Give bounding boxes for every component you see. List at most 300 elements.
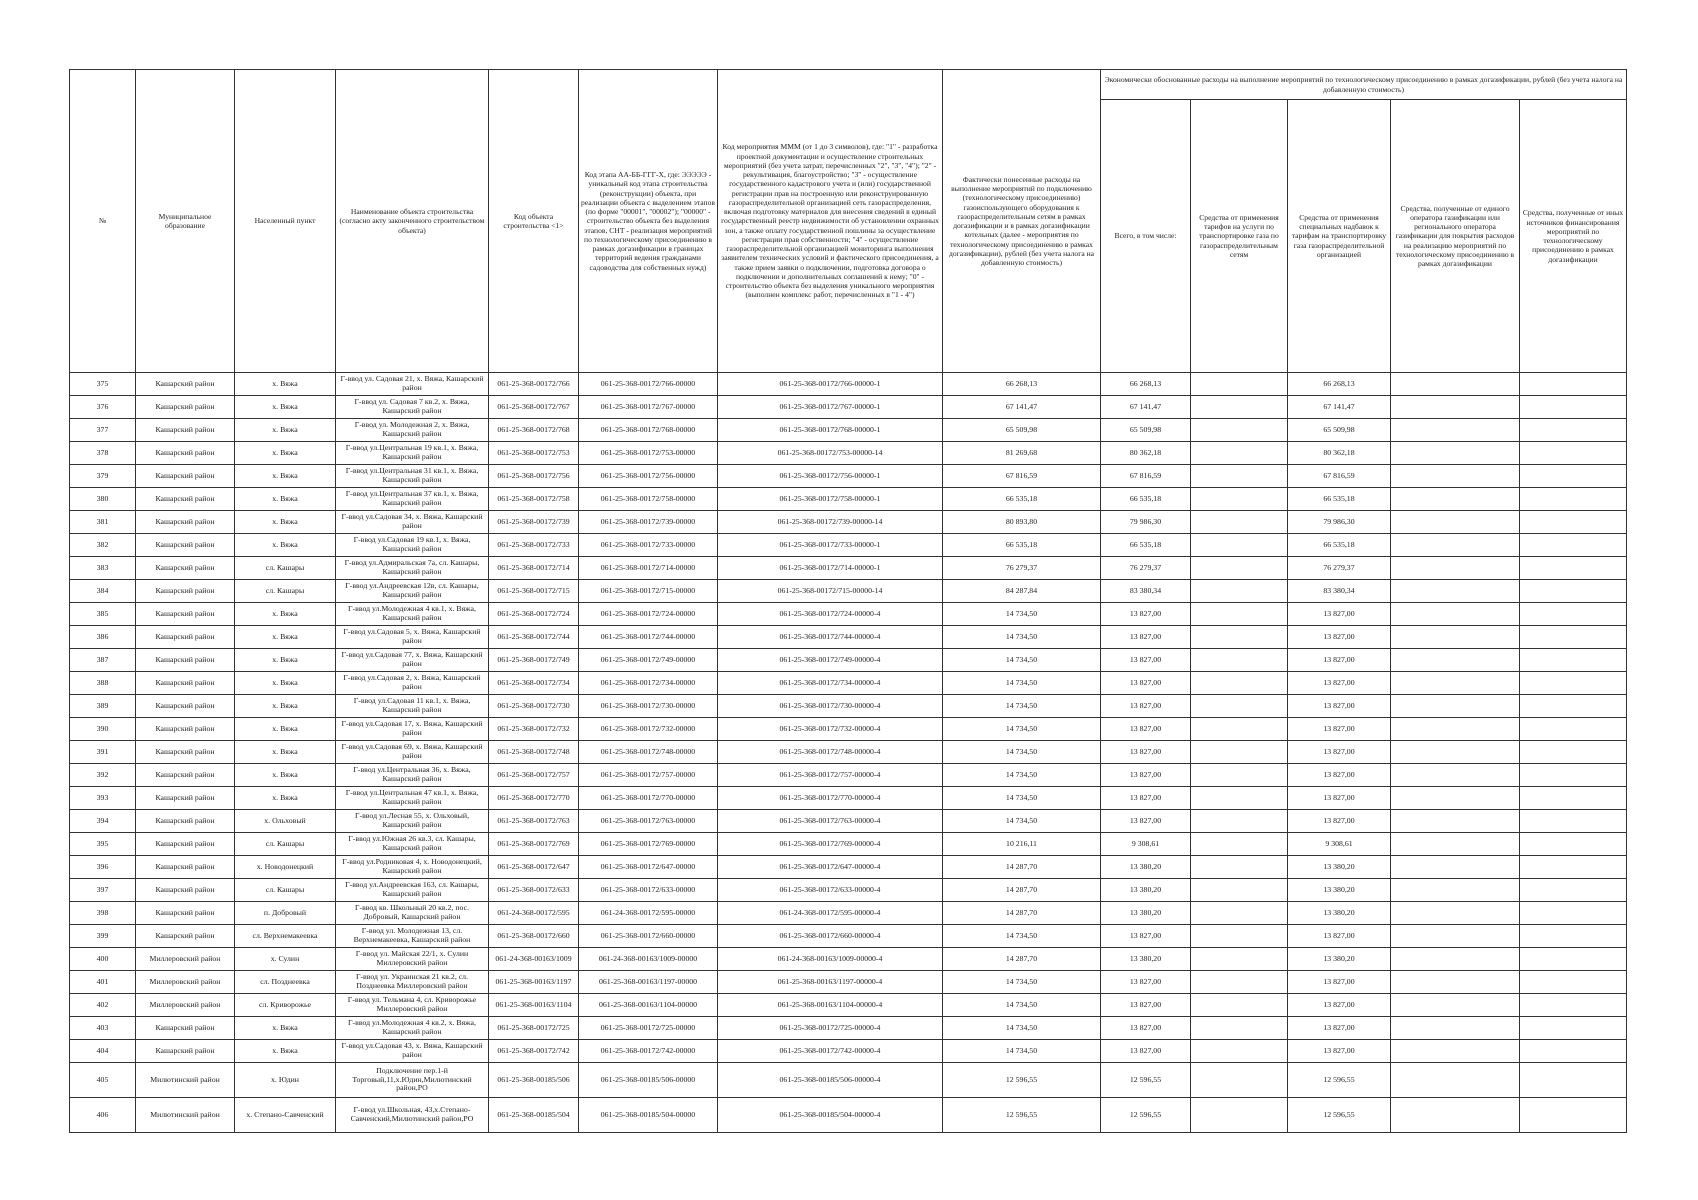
cell-total: 13 827,00 (1101, 787, 1191, 810)
cell-object-code: 061-25-368-00185/506 (489, 1063, 579, 1098)
cell-object-name: Г-ввод ул.Центральная 36, х. Вяжа, Кашарский район (336, 764, 489, 787)
cell-other-sources (1520, 764, 1627, 787)
cell-object-code: 061-25-368-00172/763 (489, 810, 579, 833)
cell-single-operator (1391, 672, 1520, 695)
cell-total: 13 827,00 (1101, 764, 1191, 787)
cell-other-sources (1520, 626, 1627, 649)
table-row (70, 1063, 1627, 1098)
cell-event-code: 061-25-368-00172/756-00000-1 (718, 465, 943, 488)
cell-object-code: 061-25-368-00172/734 (489, 672, 579, 695)
cell-object-name: Г-ввод ул.Садовая 69, х. Вяжа, Кашарский район (336, 741, 489, 764)
cell-actual-costs: 81 269,68 (943, 442, 1101, 465)
cell-stage-code: 061-25-368-00172/756-00000 (579, 465, 718, 488)
cell-settlement: сл. Криворожье (235, 994, 336, 1017)
cell-actual-costs: 67 816,59 (943, 465, 1101, 488)
cell-special-surcharge: 13 380,20 (1288, 902, 1391, 925)
cell-object-name: Г-ввод ул.Родниковая 4, х. Новодонецкий, Кашарский район (336, 856, 489, 879)
cell-total: 67 816,59 (1101, 465, 1191, 488)
cell-num: 392 (70, 764, 136, 787)
cell-object-name: Г-ввод ул.Молодежная 4 кв.1, х. Вяжа, Кашарский район (336, 603, 489, 626)
cell-event-code: 061-25-368-00172/758-00000-1 (718, 488, 943, 511)
cell-object-name: Г-ввод ул. Садовая 21, х. Вяжа, Кашарский район (336, 373, 489, 396)
cell-object-name: Г-ввод ул.Молодежная 4 кв.2, х. Вяжа, Кашарский район (336, 1017, 489, 1040)
cell-stage-code: 061-25-368-00172/757-00000 (579, 764, 718, 787)
cell-municipality: Кашарский район (136, 672, 235, 695)
cell-municipality: Кашарский район (136, 879, 235, 902)
cell-actual-costs: 14 287,70 (943, 856, 1101, 879)
cell-stage-code: 061-25-368-00172/739-00000 (579, 511, 718, 534)
cell-settlement: х. Вяжа (235, 603, 336, 626)
cell-tariff-transport (1191, 511, 1288, 534)
table-row (70, 925, 1627, 948)
cell-total: 67 141,47 (1101, 396, 1191, 419)
cell-tariff-transport (1191, 672, 1288, 695)
cell-tariff-transport (1191, 1063, 1288, 1098)
cell-special-surcharge: 13 380,20 (1288, 879, 1391, 902)
cell-special-surcharge: 66 268,13 (1288, 373, 1391, 396)
cell-settlement: х. Вяжа (235, 396, 336, 419)
cell-single-operator (1391, 787, 1520, 810)
cell-municipality: Кашарский район (136, 603, 235, 626)
cell-actual-costs: 14 734,50 (943, 626, 1101, 649)
cell-municipality: Кашарский район (136, 718, 235, 741)
cell-event-code: 061-25-368-00172/733-00000-1 (718, 534, 943, 557)
cell-num: 386 (70, 626, 136, 649)
cell-tariff-transport (1191, 580, 1288, 603)
cell-object-code: 061-25-368-00172/766 (489, 373, 579, 396)
cell-stage-code: 061-25-368-00172/660-00000 (579, 925, 718, 948)
cell-tariff-transport (1191, 718, 1288, 741)
cell-special-surcharge: 13 827,00 (1288, 626, 1391, 649)
cell-object-name: Г-ввод ул.Садовая 77, х. Вяжа, Кашарский район (336, 649, 489, 672)
cell-municipality: Кашарский район (136, 511, 235, 534)
cell-total: 12 596,55 (1101, 1098, 1191, 1133)
cell-object-code: 061-25-368-00172/633 (489, 879, 579, 902)
cell-special-surcharge: 13 827,00 (1288, 649, 1391, 672)
cell-single-operator (1391, 1098, 1520, 1133)
table-row (70, 672, 1627, 695)
cell-num: 385 (70, 603, 136, 626)
table-row (70, 948, 1627, 971)
cell-special-surcharge: 13 827,00 (1288, 764, 1391, 787)
cell-object-code: 061-25-368-00172/714 (489, 557, 579, 580)
cell-object-code: 061-25-368-00172/749 (489, 649, 579, 672)
cell-special-surcharge: 13 827,00 (1288, 971, 1391, 994)
cell-special-surcharge: 80 362,18 (1288, 442, 1391, 465)
cell-tariff-transport (1191, 810, 1288, 833)
cell-single-operator (1391, 603, 1520, 626)
cell-tariff-transport (1191, 557, 1288, 580)
cell-num: 398 (70, 902, 136, 925)
cell-num: 405 (70, 1063, 136, 1098)
cell-total: 13 827,00 (1101, 925, 1191, 948)
cell-special-surcharge: 67 816,59 (1288, 465, 1391, 488)
cell-special-surcharge: 13 827,00 (1288, 1040, 1391, 1063)
cell-other-sources (1520, 511, 1627, 534)
cell-actual-costs: 14 734,50 (943, 741, 1101, 764)
cell-total: 9 308,61 (1101, 833, 1191, 856)
table-row (70, 488, 1627, 511)
cell-total: 13 827,00 (1101, 1017, 1191, 1040)
cell-single-operator (1391, 856, 1520, 879)
cell-event-code: 061-25-368-00172/766-00000-1 (718, 373, 943, 396)
cell-event-code: 061-25-368-00172/763-00000-4 (718, 810, 943, 833)
cell-stage-code: 061-25-368-00172/732-00000 (579, 718, 718, 741)
cell-stage-code: 061-25-368-00172/753-00000 (579, 442, 718, 465)
cell-num: 377 (70, 419, 136, 442)
cell-total: 13 827,00 (1101, 718, 1191, 741)
cell-object-code: 061-24-368-00172/595 (489, 902, 579, 925)
cell-actual-costs: 84 287,84 (943, 580, 1101, 603)
cell-tariff-transport (1191, 833, 1288, 856)
cell-num: 381 (70, 511, 136, 534)
cell-num: 387 (70, 649, 136, 672)
cell-other-sources (1520, 557, 1627, 580)
cell-object-name: Г-ввод ул.Центральная 37 кв.1, х. Вяжа, Кашарский район (336, 488, 489, 511)
cell-stage-code: 061-25-368-00172/742-00000 (579, 1040, 718, 1063)
header-single-operator: Средства, полученные от единого оператора газификации или регионального оператора газификации для покрытия расходов на реализацию мероприятий по технологическому присоединению в рамках догазификации (1391, 100, 1520, 373)
cell-special-surcharge: 79 986,30 (1288, 511, 1391, 534)
cell-event-code: 061-25-368-00185/506-00000-4 (718, 1063, 943, 1098)
cell-event-code: 061-24-368-00163/1009-00000-4 (718, 948, 943, 971)
cell-settlement: х. Вяжа (235, 511, 336, 534)
cell-num: 402 (70, 994, 136, 1017)
table-row (70, 534, 1627, 557)
cell-object-code: 061-25-368-00172/770 (489, 787, 579, 810)
cell-single-operator (1391, 925, 1520, 948)
header-econ-group: Экономически обоснованные расходы на выполнение мероприятий по технологическому присоединению в рамках догазификации, рублей (без учета налога на добавленную стоимость) (1101, 70, 1627, 100)
cell-event-code: 061-25-368-00172/647-00000-4 (718, 856, 943, 879)
cell-object-name: Г-ввод ул.Садовая 11 кв.1, х. Вяжа, Кашарский район (336, 695, 489, 718)
cell-event-code: 061-25-368-00185/504-00000-4 (718, 1098, 943, 1133)
cell-tariff-transport (1191, 856, 1288, 879)
cell-special-surcharge: 66 535,18 (1288, 534, 1391, 557)
cell-event-code: 061-25-368-00172/768-00000-1 (718, 419, 943, 442)
cell-num: 379 (70, 465, 136, 488)
cell-other-sources (1520, 925, 1627, 948)
cell-other-sources (1520, 695, 1627, 718)
cell-event-code: 061-25-368-00172/742-00000-4 (718, 1040, 943, 1063)
cell-tariff-transport (1191, 488, 1288, 511)
cell-single-operator (1391, 994, 1520, 1017)
cell-tariff-transport (1191, 649, 1288, 672)
cell-actual-costs: 14 287,70 (943, 879, 1101, 902)
cell-stage-code: 061-25-368-00172/733-00000 (579, 534, 718, 557)
cell-total: 13 827,00 (1101, 695, 1191, 718)
cell-single-operator (1391, 741, 1520, 764)
cell-stage-code: 061-25-368-00172/766-00000 (579, 373, 718, 396)
cell-total: 66 535,18 (1101, 488, 1191, 511)
cell-other-sources (1520, 787, 1627, 810)
cell-settlement: х. Сулин (235, 948, 336, 971)
cell-other-sources (1520, 603, 1627, 626)
cell-actual-costs: 67 141,47 (943, 396, 1101, 419)
cell-municipality: Кашарский район (136, 764, 235, 787)
cell-settlement: х. Вяжа (235, 672, 336, 695)
cell-other-sources (1520, 649, 1627, 672)
cell-special-surcharge: 13 827,00 (1288, 741, 1391, 764)
cell-municipality: Кашарский район (136, 649, 235, 672)
cell-special-surcharge: 65 509,98 (1288, 419, 1391, 442)
cell-single-operator (1391, 1040, 1520, 1063)
cell-other-sources (1520, 534, 1627, 557)
cell-settlement: сл. Кашары (235, 557, 336, 580)
cell-municipality: Милютинский район (136, 1063, 235, 1098)
cell-special-surcharge: 9 308,61 (1288, 833, 1391, 856)
cell-num: 380 (70, 488, 136, 511)
cell-special-surcharge: 12 596,55 (1288, 1063, 1391, 1098)
cell-settlement: х. Вяжа (235, 626, 336, 649)
cell-object-code: 061-25-368-00172/767 (489, 396, 579, 419)
cell-special-surcharge: 83 380,34 (1288, 580, 1391, 603)
cell-event-code: 061-25-368-00172/730-00000-4 (718, 695, 943, 718)
cell-other-sources (1520, 948, 1627, 971)
cell-object-code: 061-25-368-00172/725 (489, 1017, 579, 1040)
cell-event-code: 061-25-368-00172/748-00000-4 (718, 741, 943, 764)
cell-municipality: Кашарский район (136, 856, 235, 879)
cell-municipality: Кашарский район (136, 442, 235, 465)
cell-special-surcharge: 13 827,00 (1288, 925, 1391, 948)
cell-total: 13 827,00 (1101, 1040, 1191, 1063)
cell-stage-code: 061-24-368-00163/1009-00000 (579, 948, 718, 971)
cell-object-code: 061-25-368-00172/744 (489, 626, 579, 649)
cell-object-name: Г-ввод ул.Южная 26 кв.3, сл. Кашары, Кашарский район (336, 833, 489, 856)
cell-tariff-transport (1191, 534, 1288, 557)
cell-municipality: Кашарский район (136, 419, 235, 442)
cell-stage-code: 061-25-368-00172/725-00000 (579, 1017, 718, 1040)
cell-event-code: 061-25-368-00172/770-00000-4 (718, 787, 943, 810)
cell-settlement: сл. Кашары (235, 580, 336, 603)
cell-num: 400 (70, 948, 136, 971)
cell-num: 390 (70, 718, 136, 741)
cell-single-operator (1391, 695, 1520, 718)
cell-other-sources (1520, 373, 1627, 396)
cell-municipality: Кашарский район (136, 902, 235, 925)
cell-municipality: Кашарский район (136, 488, 235, 511)
cell-total: 13 827,00 (1101, 603, 1191, 626)
cell-num: 395 (70, 833, 136, 856)
cell-event-code: 061-25-368-00172/660-00000-4 (718, 925, 943, 948)
cell-stage-code: 061-25-368-00172/749-00000 (579, 649, 718, 672)
cell-num: 388 (70, 672, 136, 695)
cell-single-operator (1391, 879, 1520, 902)
cell-other-sources (1520, 1040, 1627, 1063)
cell-object-name: Г-ввод ул.Школьная, 43,х.Степано-Савченский,Милютинский район,РО (336, 1098, 489, 1133)
cell-municipality: Миллеровский район (136, 948, 235, 971)
cell-special-surcharge: 76 279,37 (1288, 557, 1391, 580)
table-row (70, 1098, 1627, 1133)
cell-tariff-transport (1191, 787, 1288, 810)
cell-actual-costs: 14 734,50 (943, 925, 1101, 948)
cell-municipality: Кашарский район (136, 580, 235, 603)
table-row (70, 764, 1627, 787)
cell-tariff-transport (1191, 695, 1288, 718)
cell-other-sources (1520, 994, 1627, 1017)
cell-settlement: х. Вяжа (235, 419, 336, 442)
cell-special-surcharge: 66 535,18 (1288, 488, 1391, 511)
cell-stage-code: 061-25-368-00172/770-00000 (579, 787, 718, 810)
cell-single-operator (1391, 764, 1520, 787)
cell-settlement: х. Вяжа (235, 741, 336, 764)
cell-actual-costs: 66 535,18 (943, 488, 1101, 511)
cell-num: 397 (70, 879, 136, 902)
cell-object-name: Г-ввод ул.Центральная 47 кв.1, х. Вяжа, Кашарский район (336, 787, 489, 810)
cell-stage-code: 061-24-368-00172/595-00000 (579, 902, 718, 925)
cell-object-name: Г-ввод ул.Садовая 17, х. Вяжа, Кашарский район (336, 718, 489, 741)
cell-settlement: сл. Кашары (235, 833, 336, 856)
cell-actual-costs: 14 734,50 (943, 649, 1101, 672)
cell-tariff-transport (1191, 442, 1288, 465)
header-object-name: Наименование объекта строительства (согласно акту законченного строительством объекта) (336, 70, 489, 373)
cell-event-code: 061-24-368-00172/595-00000-4 (718, 902, 943, 925)
cell-stage-code: 061-25-368-00172/748-00000 (579, 741, 718, 764)
cell-special-surcharge: 13 827,00 (1288, 787, 1391, 810)
table-body (70, 373, 1627, 1133)
cell-object-name: Г-ввод ул.Садовая 34, х. Вяжа, Кашарский район (336, 511, 489, 534)
cell-special-surcharge: 12 596,55 (1288, 1098, 1391, 1133)
cell-object-name: Г-ввод ул. Садовая 7 кв.2, х. Вяжа, Кашарский район (336, 396, 489, 419)
cell-object-code: 061-25-368-00172/739 (489, 511, 579, 534)
cell-special-surcharge: 13 380,20 (1288, 948, 1391, 971)
cell-total: 12 596,55 (1101, 1063, 1191, 1098)
cell-total: 79 986,30 (1101, 511, 1191, 534)
cell-total: 83 380,34 (1101, 580, 1191, 603)
table-row (70, 994, 1627, 1017)
table-row (70, 902, 1627, 925)
cell-event-code: 061-25-368-00172/753-00000-14 (718, 442, 943, 465)
cell-total: 65 509,98 (1101, 419, 1191, 442)
cell-num: 389 (70, 695, 136, 718)
header-actual-costs: Фактически понесенные расходы на выполнение мероприятий по подключению (технологическому присоединению) газоиспользующего оборудования к газораспределительным сетям в рамках догазификации и в рамках догазификации котельных (далее - мероприятия по технологическому присоединению в рамках догазификации), рублей (без учета налога на добавленную стоимость) (943, 70, 1101, 373)
cell-municipality: Миллеровский район (136, 994, 235, 1017)
cell-single-operator (1391, 718, 1520, 741)
cell-event-code: 061-25-368-00172/732-00000-4 (718, 718, 943, 741)
cell-other-sources (1520, 419, 1627, 442)
header-stage-code: Код этапа АА-ББ-ГГГ-Х, где: ЭЭЭЭЭ - уникальный код этапа строительства (реконструкции) объекта, при реализации объекта с выделением этапов (по форме "00001", "00002"); "00000" - строительство объекта без выделения этапов, СНТ - реализация мероприятий по технологическому присоединению в рамках догазификации в границах территорий ведения гражданами садоводства для собственных нужд) (579, 70, 718, 373)
table-row (70, 856, 1627, 879)
table-row (70, 1040, 1627, 1063)
table-row (70, 787, 1627, 810)
cell-settlement: х. Вяжа (235, 488, 336, 511)
cell-settlement: х. Новодонецкий (235, 856, 336, 879)
cell-single-operator (1391, 580, 1520, 603)
table-row (70, 442, 1627, 465)
cell-num: 382 (70, 534, 136, 557)
cell-municipality: Кашарский район (136, 1017, 235, 1040)
cell-event-code: 061-25-368-00172/724-00000-4 (718, 603, 943, 626)
cell-object-code: 061-25-368-00185/504 (489, 1098, 579, 1133)
cell-stage-code: 061-25-368-00172/724-00000 (579, 603, 718, 626)
cell-event-code: 061-25-368-00172/749-00000-4 (718, 649, 943, 672)
cell-single-operator (1391, 948, 1520, 971)
cell-actual-costs: 14 734,50 (943, 1040, 1101, 1063)
table-row (70, 396, 1627, 419)
cell-object-name: Подключение пер.1-й Торговый,11,х.Юдин,Милютинский район,РО (336, 1063, 489, 1098)
cell-other-sources (1520, 442, 1627, 465)
cell-total: 13 827,00 (1101, 672, 1191, 695)
table-row (70, 649, 1627, 672)
cell-actual-costs: 66 535,18 (943, 534, 1101, 557)
cell-other-sources (1520, 902, 1627, 925)
cell-total: 13 827,00 (1101, 649, 1191, 672)
cell-settlement: сл. Кашары (235, 879, 336, 902)
cell-num: 393 (70, 787, 136, 810)
cell-actual-costs: 12 596,55 (943, 1098, 1101, 1133)
cell-tariff-transport (1191, 764, 1288, 787)
cell-special-surcharge: 13 827,00 (1288, 1017, 1391, 1040)
cell-object-name: Г-ввод ул.Садовая 43, х. Вяжа, Кашарский район (336, 1040, 489, 1063)
cell-municipality: Кашарский район (136, 626, 235, 649)
cell-stage-code: 061-25-368-00172/763-00000 (579, 810, 718, 833)
cell-num: 375 (70, 373, 136, 396)
cell-event-code: 061-25-368-00163/1104-00000-4 (718, 994, 943, 1017)
cell-settlement: п. Добровый (235, 902, 336, 925)
table-row (70, 626, 1627, 649)
cell-object-name: Г-ввод ул.Центральная 31 кв.1, х. Вяжа, Кашарский район (336, 465, 489, 488)
cell-special-surcharge: 13 827,00 (1288, 672, 1391, 695)
table-row (70, 465, 1627, 488)
cell-object-code: 061-25-368-00172/733 (489, 534, 579, 557)
cell-tariff-transport (1191, 419, 1288, 442)
cell-object-name: Г-ввод ул.Андреевская 12в, сл. Кашары, Кашарский район (336, 580, 489, 603)
cell-total: 13 827,00 (1101, 810, 1191, 833)
cell-settlement: х. Вяжа (235, 1017, 336, 1040)
cell-stage-code: 061-25-368-00185/506-00000 (579, 1063, 718, 1098)
cell-other-sources (1520, 741, 1627, 764)
cell-single-operator (1391, 373, 1520, 396)
cell-stage-code: 061-25-368-00172/715-00000 (579, 580, 718, 603)
cell-other-sources (1520, 810, 1627, 833)
header-other-sources: Средства, полученные от иных источников финансирования мероприятий по технологическому присоединению в рамках догазификации (1520, 100, 1627, 373)
cell-tariff-transport (1191, 465, 1288, 488)
cell-object-name: Г-ввод ул. Молодежная 13, сл. Верхнемакеевка, Кашарский район (336, 925, 489, 948)
cell-actual-costs: 14 734,50 (943, 603, 1101, 626)
cell-object-name: Г-ввод ул.Центральная 19 кв.1, х. Вяжа, Кашарский район (336, 442, 489, 465)
cell-stage-code: 061-25-368-00172/633-00000 (579, 879, 718, 902)
cell-municipality: Кашарский район (136, 787, 235, 810)
cell-other-sources (1520, 1098, 1627, 1133)
cell-event-code: 061-25-368-00172/725-00000-4 (718, 1017, 943, 1040)
cell-municipality: Кашарский район (136, 695, 235, 718)
cell-settlement: х. Вяжа (235, 695, 336, 718)
cell-actual-costs: 80 893,80 (943, 511, 1101, 534)
table-row (70, 373, 1627, 396)
cell-stage-code: 061-25-368-00172/647-00000 (579, 856, 718, 879)
cell-single-operator (1391, 626, 1520, 649)
cell-single-operator (1391, 419, 1520, 442)
cell-settlement: сл. Позднеевка (235, 971, 336, 994)
cell-settlement: х. Вяжа (235, 465, 336, 488)
cell-stage-code: 061-25-368-00172/730-00000 (579, 695, 718, 718)
cell-single-operator (1391, 810, 1520, 833)
cell-event-code: 061-25-368-00172/715-00000-14 (718, 580, 943, 603)
cell-tariff-transport (1191, 626, 1288, 649)
cell-other-sources (1520, 718, 1627, 741)
cell-tariff-transport (1191, 948, 1288, 971)
cell-special-surcharge: 13 827,00 (1288, 810, 1391, 833)
cell-object-name: Г-ввод ул. Тельмана 4, сл. Криворожье Миллеровский район (336, 994, 489, 1017)
cell-object-code: 061-25-368-00172/742 (489, 1040, 579, 1063)
cell-actual-costs: 12 596,55 (943, 1063, 1101, 1098)
cell-municipality: Кашарский район (136, 373, 235, 396)
cell-actual-costs: 14 734,50 (943, 787, 1101, 810)
cell-total: 66 268,13 (1101, 373, 1191, 396)
cell-object-code: 061-25-368-00163/1197 (489, 971, 579, 994)
cell-object-code: 061-25-368-00172/757 (489, 764, 579, 787)
cell-tariff-transport (1191, 1017, 1288, 1040)
cell-total: 66 535,18 (1101, 534, 1191, 557)
cell-special-surcharge: 13 827,00 (1288, 718, 1391, 741)
